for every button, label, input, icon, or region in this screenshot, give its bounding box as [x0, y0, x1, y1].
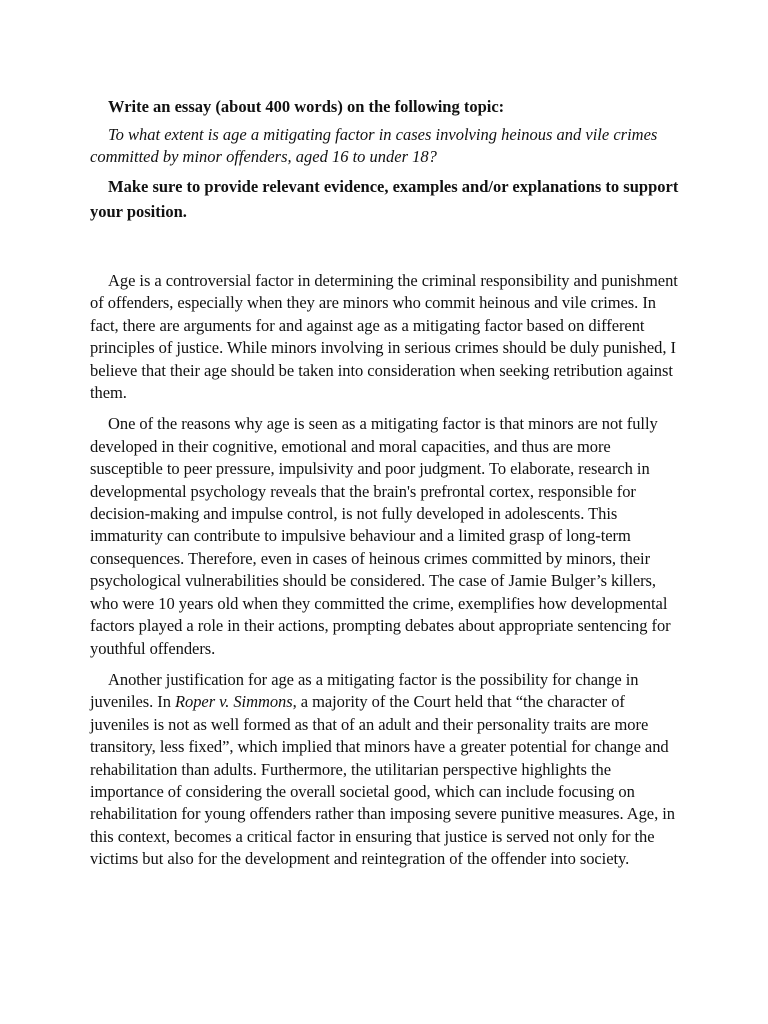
- essay-prompt-heading: Write an essay (about 400 words) on the following topic:: [108, 97, 505, 116]
- document-page: [90, 95, 680, 880]
- essay-prompt-question: To what extent is age a mitigating factor in cases involving heinous and vile crimes committed by minor offenders, aged 16 to under 18?: [90, 125, 658, 166]
- essay-paragraph-1: Age is a controversial factor in determining the criminal responsibility and punishment of offenders, especially when they are minors who commit heinous and vile crimes. In fact, there are arguments for and against age as a mitigating factor based on different principles of justice. While minors involving in serious crimes should be duly punished, I believe that their age should be taken into consideration when seeking retribution against them.: [90, 271, 678, 403]
- essay-body: [90, 270, 680, 871]
- paragraph-3-rest: , a majority of the Court held that “the character of juveniles is not as well formed as that of an adult and their personality traits are more transitory, less fixed”, which implied that minors have a greater potential for change and rehabilitation than adults. Furthermore, the utilitarian perspective highlights the importance of considering the overall societal good, which can include focusing on rehabilitation for young offenders rather than imposing severe punitive measures. Age, in this context, becomes a critical factor in ensuring that justice is served not only for the victims but also for the development and reintegration of the offender into society.: [90, 692, 675, 869]
- essay-paragraph-2: One of the reasons why age is seen as a mitigating factor is that minors are not fully developed in their cognitive, emotional and moral capacities, and thus are more susceptible to peer pressure, impulsivity and poor judgment. To elaborate, research in developmental psychology reveals that the brain's prefrontal cortex, responsible for decision-making and impulse control, is not fully developed in adolescents. This immaturity can contribute to impulsive behaviour and a limited grasp of long-term consequences. Therefore, even in cases of heinous crimes committed by minors, their psychological vulnerabilities should be considered. The case of Jamie Bulger’s killers, who were 10 years old when they committed the crime, exemplifies how developmental factors played a role in their actions, prompting debates about appropriate sentencing for youthful offenders.: [90, 414, 671, 658]
- essay-prompt-instruction: Make sure to provide relevant evidence, examples and/or explanations to support your position.: [90, 177, 679, 221]
- case-name: Roper v. Simmons: [175, 692, 293, 712]
- paragraph-3-intro: Another justification for age as a mitigating factor is the possibility for change in juveniles. In: [90, 669, 639, 712]
- essay-paragraph-3: [90, 669, 680, 871]
